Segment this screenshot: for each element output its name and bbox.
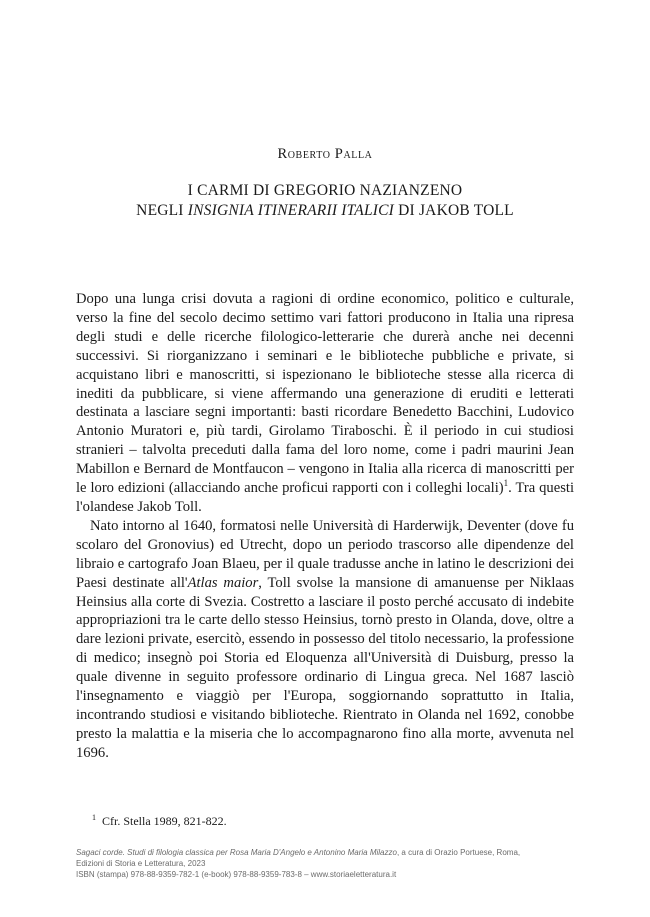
colophon-isbn: ISBN (stampa) 978-88-9359-782-1 (e-book) 978-88-9359-783-8 – www.storiaeletteratura.it (76, 870, 397, 879)
volume-title: Sagaci corde. Studi di filologia classica per Rosa Maria D'Angelo e Antonino Maria Milazzo (76, 848, 397, 857)
paragraph-2-text-end: , Toll svolse la mansione di amanuense per Niklaas Heinsius alla corte di Svezia. Costretto a lasciare il posto perché accusato di indebite appropriazioni tra le carte dello stesso Heinsius, tornò presto in Olanda, dove, oltre a dare lezioni private, esercitò, essendo in possesso del titolo necessario, la professione di medico; insegnò poi Storia ed Eloquenza all'Università di Duisburg, presso la quale divenne in seguito professore ordinario di Lingua greca. Nel 1687 lasciò l'insegnamento e viaggiò per l'Europa, soggiornando soprattutto in Italia, incontrando studiosi e visitando biblioteche. Rientrato in Olanda nel 1692, conobbe presto la malattia e la miseria che lo accompagnarono fino alla morte, avvenuta nel 1696. (76, 574, 575, 761)
paragraph-2-text-start: Nato intorno al 1640, formatosi nelle Università di Harderwijk, Deventer (dove fu scolaro del Gronovius) ed Utrecht, dopo un periodo trascorso alle dipendenze del libraio e cartografo Joan Blaeu, per il quale tradusse anche in latino le descrizioni dei Paesi destinate all' (76, 517, 574, 591)
title-line-2-suffix: DI JAKOB TOLL (394, 202, 514, 219)
paragraph-2 (76, 517, 574, 763)
author-name: Roberto Palla (277, 146, 373, 162)
footnote-1 (92, 810, 227, 829)
title-line-2-prefix: NEGLI (136, 202, 188, 219)
colophon-line-2: Edizioni di Storia e Letteratura, 2023 (76, 859, 206, 868)
atlas-maior-title: Atlas maior (187, 574, 259, 591)
footnote-text: Cfr. Stella 1989, 821-822. (102, 814, 227, 828)
paragraph-1 (76, 290, 574, 517)
colophon (76, 847, 576, 880)
title-line-1: I CARMI DI GREGORIO NAZIANZENO (187, 182, 463, 199)
title-italic-work: INSIGNIA ITINERARII ITALICI (187, 202, 395, 219)
paragraph-1-text: Dopo una lunga crisi dovuta a ragioni di ordine economico, politico e culturale, verso la fine del secolo decimo settimo vari fattori producono in Italia una ripresa degli studi e delle ricerche filologico-letterarie che durerà anche nei decenni successivi. Si riorganizzano i seminari e le biblioteche pubbliche e private, si acquistano libri e manoscritti, si ispezionano le biblioteche stesse alla ricerca di inediti da pubblicare, si viene affermando una generazione di eruditi e letterati destinata a lasciare segni importanti: basti ricordare Benedetto Bacchini, Ludovico Antonio Muratori e, più tardi, Girolamo Tiraboschi. È il periodo in cui studiosi stranieri – talvolta preceduti dalla fama del loro nome, come i padri maurini Jean Mabillon e Bernard de Montfaucon – vengono in Italia alla ricerca di manoscritti per le loro edizioni (allacciando anche proficui rapporti con i colleghi locali) (76, 291, 574, 497)
footnote-reference-1[interactable]: 1 (503, 478, 509, 489)
title-line-2 (0, 201, 650, 221)
article-title (0, 181, 650, 221)
colophon-line-1 (76, 847, 576, 858)
volume-editor: , a cura di Orazio Portuese, Roma, (396, 848, 521, 857)
body-text (76, 290, 574, 763)
paragraph-1-tail: . Tra questi l'olandese Jakob Toll. (76, 480, 574, 515)
footnote-number: 1 (92, 813, 96, 822)
